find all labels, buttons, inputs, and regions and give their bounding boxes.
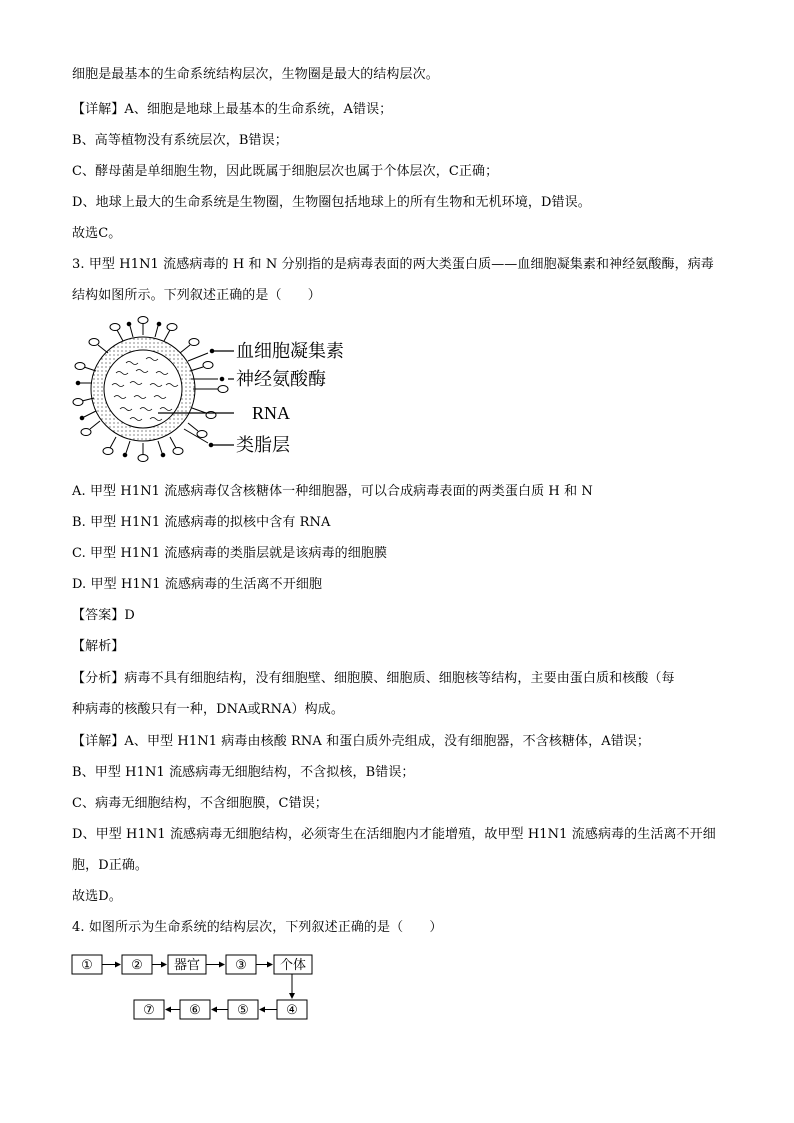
option-c: C. 甲型 H1N1 流感病毒的类脂层就是该病毒的细胞膜	[72, 546, 388, 561]
life-system-levels-diagram	[70, 950, 340, 1025]
level-label-5: ⑤	[237, 1003, 249, 1018]
explain-line-b: B、甲型 H1N1 流感病毒无细胞结构，不含拟核，B错误；	[72, 765, 415, 780]
question-3-stem-cont: 结构如图所示。下列叙述正确的是（ ）	[72, 288, 321, 303]
question-3-stem: 3. 甲型 H1N1 流感病毒的 H 和 N 分别指的是病毒表面的两大类蛋白质——血细胞凝集素和神经氨酸酶，病毒	[72, 257, 714, 272]
label-hemagglutinin: 血细胞凝集素	[236, 341, 344, 362]
detail-line-d: D、地球上最大的生命系统是生物圈，生物圈包括地球上的所有生物和无机环境，D错误。	[72, 195, 591, 210]
option-d: D. 甲型 H1N1 流感病毒的生活离不开细胞	[72, 577, 323, 592]
level-label-4: ④	[286, 1003, 298, 1018]
option-b: B. 甲型 H1N1 流感病毒的拟核中含有 RNA	[72, 515, 331, 530]
explain-line-a: 【详解】A、甲型 H1N1 病毒由核酸 RNA 和蛋白质外壳组成，没有细胞器，不含核糖体，A错误；	[72, 734, 651, 749]
analysis-line-2: 种病毒的核酸只有一种，DNA或RNA）构成。	[72, 702, 344, 717]
detail-line-a: 【详解】A、细胞是地球上最基本的生命系统，A错误；	[72, 102, 393, 117]
explain-line-c: C、病毒无细胞结构，不含细胞膜，C错误；	[72, 796, 328, 811]
level-label-individual: 个体	[279, 958, 307, 973]
analysis-line-1: 【分析】病毒不具有细胞结构，没有细胞壁、细胞膜、细胞质、细胞核等结构，主要由蛋白质和核酸（每	[72, 671, 675, 686]
level-label-3: ③	[235, 958, 247, 973]
analysis-heading: 【解析】	[72, 639, 125, 654]
level-label-6: ⑥	[189, 1003, 201, 1018]
level-label-organ: 器官	[173, 958, 201, 973]
level-label-7: ⑦	[143, 1003, 155, 1018]
text-line: 细胞是最基本的生命系统结构层次，生物圈是最大的结构层次。	[72, 67, 439, 82]
explain-line-d: D、甲型 H1N1 流感病毒无细胞结构，必须寄生在活细胞内才能增殖，故甲型 H1N1 流感病毒的生活离不开细	[72, 827, 716, 842]
level-label-2: ②	[131, 958, 143, 973]
question-4-stem: 4. 如图所示为生命系统的结构层次，下列叙述正确的是（ ）	[72, 920, 443, 935]
detail-line-b: B、高等植物没有系统层次，B错误；	[72, 133, 288, 148]
option-a: A. 甲型 H1N1 流感病毒仅含核糖体一种细胞器，可以合成病毒表面的两类蛋白质 H 和 N	[72, 484, 593, 499]
label-lipid-layer: 类脂层	[236, 435, 290, 456]
detail-line-c: C、酵母菌是单细胞生物，因此既属于细胞层次也属于个体层次，C正确；	[72, 164, 499, 179]
choice-line-2: 故选D。	[72, 889, 122, 904]
choice-line: 故选C。	[72, 226, 122, 241]
level-label-1: ①	[81, 958, 93, 973]
virus-body	[73, 317, 234, 462]
label-rna: RNA	[252, 403, 291, 423]
label-neuraminidase: 神经氨酸酶	[236, 369, 326, 390]
answer-line: 【答案】D	[72, 608, 135, 623]
virus-structure-figure	[68, 313, 368, 473]
explain-line-d-cont: 胞，D正确。	[72, 858, 149, 873]
